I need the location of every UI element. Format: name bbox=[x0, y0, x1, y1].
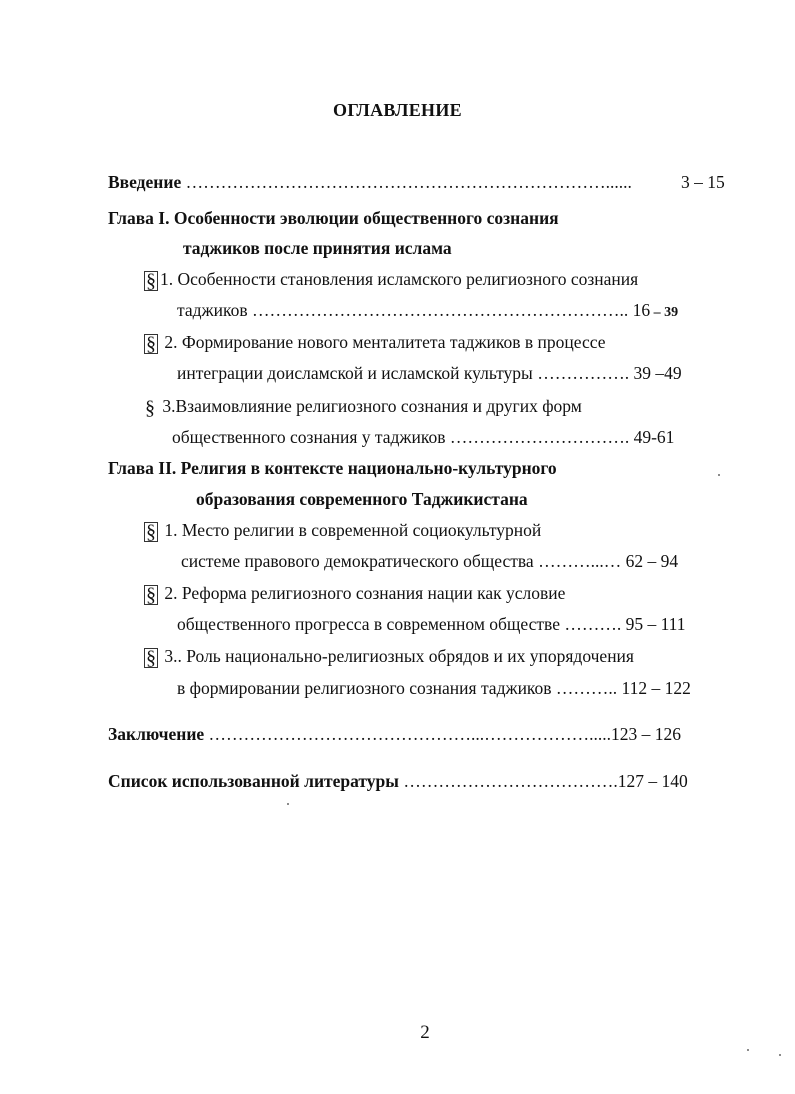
toc-text: 3.. Роль национально-религиозных обрядов и их упорядочения bbox=[160, 646, 634, 666]
page-number: 2 bbox=[420, 1022, 430, 1043]
section-sign-icon: § bbox=[146, 521, 156, 543]
toc-chapter-1-line1: Глава I. Особенности эволюции общественного сознания bbox=[108, 208, 559, 228]
toc-label: Список использованной литературы bbox=[108, 771, 399, 791]
toc-label: Введение bbox=[108, 172, 182, 192]
toc-section-1-2-line2: интеграции доисламской и исламской культуры ……………. 39 –49 bbox=[177, 363, 682, 383]
toc-label: Заключение bbox=[108, 724, 205, 744]
section-sign-icon: § bbox=[146, 270, 156, 292]
toc-entry-introduction bbox=[108, 171, 632, 193]
toc-text: 1. Место религии в современной социокультурной bbox=[160, 520, 542, 540]
toc-dots: ………………………………………………………………...... bbox=[185, 172, 632, 192]
toc-pages: – 39 bbox=[650, 305, 679, 320]
toc-text: 2. Формирование нового менталитета таджиков в процессе bbox=[160, 332, 606, 352]
scan-speck bbox=[718, 474, 720, 476]
toc-section-1-2-line1 bbox=[144, 331, 606, 354]
toc-chapter-2-line1: Глава II. Религия в контексте национально-культурного bbox=[108, 458, 557, 478]
toc-text: 3.Взаимовлияние религиозного сознания и других форм bbox=[158, 396, 582, 416]
toc-chapter-2-line2: образования современного Таджикистана bbox=[196, 489, 528, 509]
toc-entry-conclusion bbox=[108, 723, 681, 745]
toc-section-2-2-line1 bbox=[144, 582, 565, 605]
toc-section-1-3-line2: общественного сознания у таджиков …………………………. 49-61 bbox=[172, 427, 675, 447]
toc-section-2-1-line2: системе правового демократического общества ………...… 62 – 94 bbox=[181, 551, 679, 571]
toc-text: таджиков ……………………………………………………….. 16 bbox=[177, 300, 651, 320]
scan-speck bbox=[747, 1049, 749, 1051]
toc-section-2-2-line2: общественного прогресса в современном обществе ………. 95 – 111 bbox=[177, 614, 686, 634]
toc-dots-pages: ………………………………………...……………….....123 – 126 bbox=[204, 724, 682, 744]
toc-section-2-1-line1 bbox=[144, 519, 541, 542]
toc-entry-references bbox=[108, 770, 688, 792]
section-sign-icon: § bbox=[145, 397, 155, 419]
scan-speck bbox=[287, 803, 289, 805]
section-sign-icon: § bbox=[146, 584, 156, 606]
section-sign-icon: § bbox=[146, 647, 156, 669]
scan-speck bbox=[779, 1054, 781, 1056]
toc-section-1-3-line1 bbox=[144, 395, 582, 417]
toc-section-1-1-line2 bbox=[177, 299, 678, 324]
section-sign-icon: § bbox=[146, 333, 156, 355]
toc-dots-pages: ……………………………….127 – 140 bbox=[398, 771, 688, 791]
toc-pages: 3 – 15 bbox=[681, 172, 725, 192]
toc-section-2-3-line2: в формировании религиозного сознания таджиков ……….. 112 – 122 bbox=[177, 678, 691, 698]
toc-section-2-3-line1 bbox=[144, 645, 634, 668]
toc-chapter-1-line2: таджиков после принятия ислама bbox=[183, 238, 452, 258]
toc-text: 2. Реформа религиозного сознания нации как условие bbox=[160, 583, 566, 603]
toc-text: 1. Особенности становления исламского религиозного сознания bbox=[160, 269, 639, 289]
page-title: ОГЛАВЛЕНИЕ bbox=[333, 100, 462, 120]
toc-section-1-1-line1 bbox=[144, 268, 638, 291]
